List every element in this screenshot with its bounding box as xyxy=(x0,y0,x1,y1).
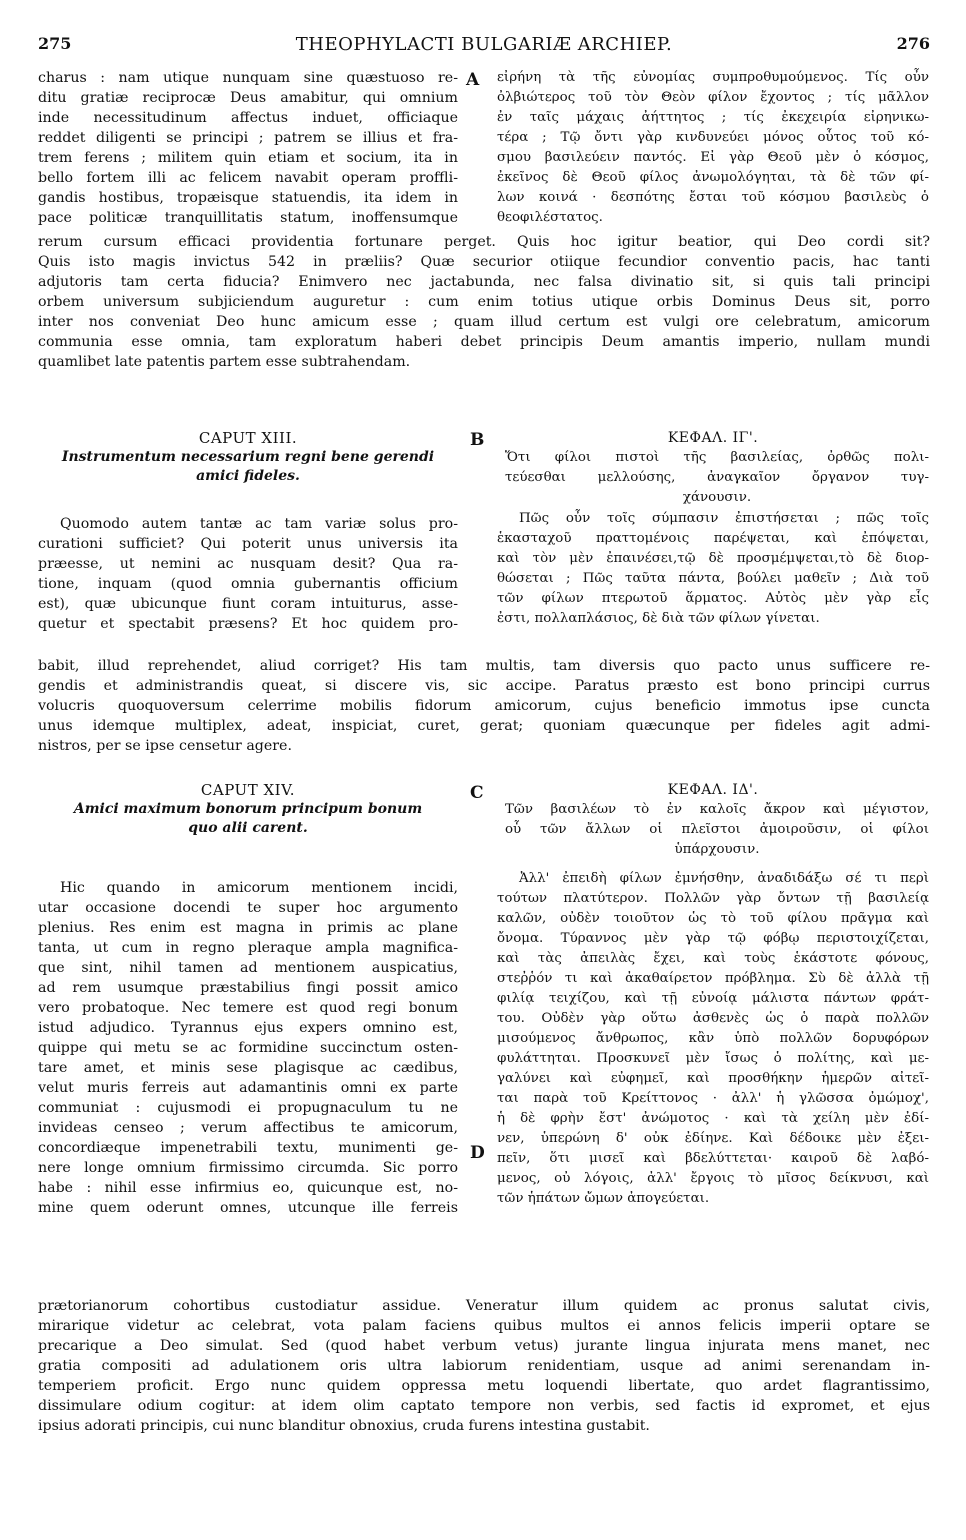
text-line: Quomodo autem tantæ ac tam variæ solus pro- xyxy=(60,516,458,532)
text-line: communiat : cujusmodi ei propugnaculum tu ne xyxy=(38,1100,458,1116)
text-line: tione, inquam (quod omnia gubernantis officium xyxy=(38,576,458,592)
text-line: tanta, ut cum in regno pleraque ampla magnifica- xyxy=(38,940,458,956)
text-line: φιλίᾳ τειχίζου, καὶ τῇ εὐνοίᾳ μάλιστα πάντων φράτ- xyxy=(497,990,929,1006)
text-line: pace politicæ tranquillitatis statum, inoffensumque xyxy=(38,210,458,226)
text-line: precarique a Deo simulat. Sed (quod habet verbum vetus) jurante lingua injurata mens manet, nec xyxy=(38,1338,930,1354)
text-line: ὑπάρχουσιν. xyxy=(674,842,760,858)
text-line: ἐστι, πολλαπλάσιος, δὲ διὰ τῶν φίλων γίνεται. xyxy=(497,610,820,626)
text-line: communia esse omnia, tam exploratum haberi debet principis Deum amantis imperio, nullam mundi xyxy=(38,334,930,350)
text-line: ὄνομα. Τύραννος μὲν γὰρ τῷ φόβῳ περιστοιχίζεται, xyxy=(497,930,929,946)
text-line: λων κοινά · δεσπότης ἔσται τοῦ κόσμου βασιλεὺς ὁ xyxy=(497,190,929,205)
text-line: στεῤῥόν τι καὶ ἀκαθαίρετον πρόβλημα. Σὺ δὲ ἀλλὰ τῇ xyxy=(497,970,929,986)
text-line: velut muris ferreis aut adamantinis omni ex parte xyxy=(38,1080,458,1096)
text-line: tare amet, et minis sese plagisque ac cædibus, xyxy=(38,1060,458,1076)
text-line: curationi sufficiet? Qui poterit unus universis ita xyxy=(38,536,458,552)
text-line: καλῶν, οὐδὲν τοιοῦτον ὡς τὸ τοῦ φίλου πρᾶγμα καὶ xyxy=(497,910,929,926)
intro-full-width xyxy=(38,232,930,373)
text-line: concordiæque impenetrabili textu, munimenti ge- xyxy=(38,1140,458,1156)
text-line: Ἀλλ' ἐπειδὴ φίλων ἐμνήσθην, ἀναδιδάξω σέ τι περὶ xyxy=(519,870,929,886)
text-line: est), quæ ubicunque fiunt coram intuiturus, asse- xyxy=(38,596,458,612)
text-line: charus : nam utique nunquam sine quæstuoso re- xyxy=(38,70,458,86)
text-line: του. Οὐδὲν γὰρ οὕτω ἀσθενὲς ὡς ὁ παρὰ πολλῶν xyxy=(497,1010,929,1026)
margin-letter-a: A xyxy=(466,70,480,90)
chapter14-greek xyxy=(497,780,929,1209)
text-line: adjutoris tam certa fiducia? Enimvero nec jactabunda, nec falsa divinatio sit, si quis tali principi xyxy=(38,274,930,290)
text-line: τέρα ; Τῷ ὄντι γὰρ κινδυνεύει μόνος οὗτος τοῦ κό- xyxy=(497,130,929,145)
text-line: ὀλβιώτερος τοῦ τὸν Θεὸν φίλον ἔχοντος ; τίς μᾶλλον xyxy=(497,90,929,105)
text-line: τούτων πλατύτερον. Πολλῶν γὰρ ὄντων τῇ βασιλείᾳ xyxy=(497,890,929,906)
text-line: istud adjudico. Tyrannus ejus expers omnino est, xyxy=(38,1020,458,1036)
chapter14-latin-subtitle-1: Amici maximum bonorum principum bonum xyxy=(73,801,423,817)
text-line: μενος, οὐ λόγοις, ἀλλ' ἔργοις τὸ μῖσος δείκνυσι, καὶ xyxy=(497,1170,929,1186)
text-line: ται παρὰ τοῦ Κρείττονος · ἀλλ' ἡ γλῶσσα ὀμώμοχ', xyxy=(497,1090,929,1106)
text-line: φυλάττηται. Προσκυνεῖ μὲν ἴσως ὁ πολίτης, καὶ με- xyxy=(497,1050,929,1066)
text-line: Ὅτι φίλοι πιστοὶ τῆς βασιλείας, ὀρθῶς πολι- xyxy=(505,450,929,466)
text-line: utar occasione docendi te super hoc argumento xyxy=(38,900,458,916)
text-line: prætorianorum cohortibus custodiatur assidue. Veneratur illum quidem ac pronus salutat civis, xyxy=(38,1298,930,1314)
chapter13-latin xyxy=(38,428,458,634)
text-line: dissimulare odium cogitur: at idem olim captato tempore non verbis, sed factis id expromet, et ejus xyxy=(38,1398,930,1414)
text-line: Hic quando in amicorum mentionem incidi, xyxy=(60,880,458,896)
margin-letter-c: C xyxy=(470,783,484,803)
text-line: ἡ δὲ φρὴν ἔστ' ἀνώμοτος · καὶ τὰ χείλη μὲν ἐδί- xyxy=(497,1110,929,1126)
text-line: θεοφιλέστατος. xyxy=(497,210,603,225)
text-line: τῶν φίλων πτερωτοῦ ἅρματος. Αὐτὸς μὲν γὰρ εἷς xyxy=(497,590,929,606)
margin-letter-b: B xyxy=(470,430,485,450)
chapter14-greek-heading: ΚΕΦΑΛ. ΙΔ'. xyxy=(667,782,759,798)
text-line: τῶν ἡπάτων ὤμων ἀπογεύεται. xyxy=(497,1190,710,1206)
text-line: quippe qui metu se ac formidine succinctum osten- xyxy=(38,1040,458,1056)
chapter13-greek-heading: ΚΕΦΑΛ. ΙΓ'. xyxy=(667,430,759,446)
text-line: Quis isto magis invictus 542 in præliis? Quæ securior otiique fecundior conventio pacis, hac tanti xyxy=(38,254,930,270)
text-line: ad rem usumque præstabilius fingi possit amico xyxy=(38,980,458,996)
text-line: invideas censeo ; verum affectibus te amicorum, xyxy=(38,1120,458,1136)
text-line: volucris quoquoversum celerrime mobilis fidorum amicorum, cujus beneficio immotus ipse cuncta xyxy=(38,698,930,714)
text-line: inter nos conveniat Deo hunc amicum esse ; quam illud certum est vulgi ore celebratum, amicorum xyxy=(38,314,930,330)
chapter14-full-width xyxy=(38,1296,930,1437)
text-line: temperiem proficit. Ergo nunc quidem oppressa metu loquendi libertate, quo ardet flagrantissimo, xyxy=(38,1378,930,1394)
text-line: gendis et administrandis queat, si discere vis, sic accipe. Paratus præsto est bono principi currus xyxy=(38,678,930,694)
text-line: rerum cursum efficaci providentia fortunare perget. Quis hoc igitur beatior, qui Deo cordi sit? xyxy=(38,234,930,250)
text-line: Πῶς οὖν τοῖς σύμπασιν ἐπιστήσεται ; πῶς τοῖς xyxy=(519,510,929,526)
text-line: quetur et spectabit præsens? Et hoc quidem pro- xyxy=(38,616,458,632)
text-line: τεύεσθαι μελλούσης, ἀναγκαῖον ὄργανον τυγ- xyxy=(505,470,929,486)
text-line: quamlibet late patentis partem esse subtrahendam. xyxy=(38,354,411,370)
text-line: χάνουσιν. xyxy=(682,490,752,506)
text-line: præesse, ut nemini ac nusquam desit? Qua ra- xyxy=(38,556,458,572)
text-line: plenius. Res enim est magna in primis ac plane xyxy=(38,920,458,936)
text-line: μισούμενος ἄνθρωπος, κἂν ὑπὸ πολλῶν δορυφόρων xyxy=(497,1030,929,1046)
text-line: gratia compositi ad adulationem oris ultra labiorum renidentiam, usque ad animi serenandam in- xyxy=(38,1358,930,1374)
running-header xyxy=(38,34,930,60)
text-line: πεῖν, ὅτι μισεῖ καὶ βδελύττεται· καιροῦ δὲ λαβό- xyxy=(497,1150,929,1166)
text-line: nere longe omnium firmissimo circumda. Sic porro xyxy=(38,1160,458,1176)
intro-greek-column xyxy=(497,68,929,228)
page-number-right: 276 xyxy=(896,34,930,53)
running-title: THEOPHYLACTI BULGARIÆ ARCHIEP. xyxy=(295,34,673,55)
text-line: καὶ τὰς ἀπειλὰς ἔχει, καὶ τοὺς ἑκάστοτε φόνους, xyxy=(497,950,929,966)
chapter13-greek xyxy=(497,428,929,629)
text-line: mirarique videtur ac celebrat, vota palam faciens quibus multos ei annos felicis imperii optare se xyxy=(38,1318,930,1334)
text-line: ἑκασταχοῦ πραττομένοις παρέψεται, καὶ ἐπόψεται, xyxy=(497,530,929,546)
text-line: unus idemque multiplex, adeat, inspiciat, curet, gerat; quoniam quæcunque per fideles agit admi- xyxy=(38,718,930,734)
text-line: trem ferens ; militem quin etiam et socium, ita in xyxy=(38,150,458,166)
text-line: Τῶν βασιλέων τὸ ἐν καλοῖς ἄκρον καὶ μέγιστον, xyxy=(505,802,929,818)
margin-letter-d: D xyxy=(470,1143,485,1163)
text-line: vero probatoque. Nec temere est quod regi bonum xyxy=(38,1000,458,1016)
chapter13-latin-subtitle-1: Instrumentum necessarium regni bene gerendi xyxy=(61,449,435,465)
text-line: ἐκεῖνος δὲ Θεοῦ φίλος ἀνωμολόγηται, τὰ δὲ τῶν φί- xyxy=(497,170,929,185)
text-line: ditu gratiæ reciprocæ Deus amabitur, qui omnium xyxy=(38,90,458,106)
text-line: σμου βασιλεύειν παντός. Εἰ γὰρ Θεοῦ μὲν ὁ κόσμος, xyxy=(497,150,929,165)
text-line: gandis hostibus, tropæisque statuendis, ita idem in xyxy=(38,190,458,206)
chapter14-latin-subtitle-2: quo alii carent. xyxy=(188,820,308,836)
text-line: ἐν ταῖς μάχαις ἀήττητος ; τίς ἐκεχειρία εἰρηνικω- xyxy=(497,110,929,125)
text-line: habe : nihil esse infirmius eo, quicunque est, no- xyxy=(38,1180,458,1196)
page-number-left: 275 xyxy=(38,34,72,53)
text-line: γαλύνει καὶ εὐφημεῖ, καὶ προσθήκην ἡμερῶν αἰτεῖ- xyxy=(497,1070,929,1086)
text-line: orbem universum subjiciendum auguretur : cum enim totius utique orbis Dominus Deus sit, porro xyxy=(38,294,930,310)
intro-latin-column xyxy=(38,68,458,228)
text-line: οὗ τῶν ἄλλων οἱ πλεῖστοι ἀμοιροῦσιν, οἱ φίλοι xyxy=(505,822,929,838)
text-line: bello fortem illi ac felicem navabit operam proffli- xyxy=(38,170,458,186)
text-line: mine quem oderunt omnes, utcunque ille ferreis xyxy=(38,1200,458,1216)
text-line: νεν, ὑπερώνη δ' οὐκ ἐδίηνε. Καὶ δέδοικε μὲν ἐξει- xyxy=(497,1130,929,1146)
chapter14-latin-heading: CAPUT XIV. xyxy=(200,781,296,799)
text-line: babit, illud reprehendet, aliud corriget? His tam multis, tam diversis quo pacto unus sufficere re- xyxy=(38,658,930,674)
text-line: εἰρήνη τὰ τῆς εὐνομίας συμπροθυμούμενος. Τίς οὖν xyxy=(497,70,929,85)
text-line: καὶ τὸν μὲν ἐπαινέσει,τῷ δὲ προσμέμψεται,τὸ δὲ διορ- xyxy=(497,550,929,566)
text-line: ipsius adorati principis, cui nunc blanditur obnoxius, cruda furens intestina gustabit. xyxy=(38,1418,650,1434)
chapter14-latin xyxy=(38,780,458,1218)
text-line: θώσεται ; Πῶς ταῦτα πάντα, βούλει μαθεῖν ; Διὰ τοῦ xyxy=(497,570,929,586)
text-line: nistros, per se ipse censetur agere. xyxy=(38,738,292,754)
text-line: inde necessitudinum affectus induet, officiaque xyxy=(38,110,458,126)
text-line: reddet diligenti se principi ; patrem se illius et fra- xyxy=(38,130,458,146)
chapter13-full-width xyxy=(38,656,930,757)
chapter13-latin-heading: CAPUT XIII. xyxy=(198,429,298,447)
text-line: que sint, nihil tamen ad mentionem auspicatius, xyxy=(38,960,458,976)
chapter13-latin-subtitle-2: amici fideles. xyxy=(196,468,300,484)
